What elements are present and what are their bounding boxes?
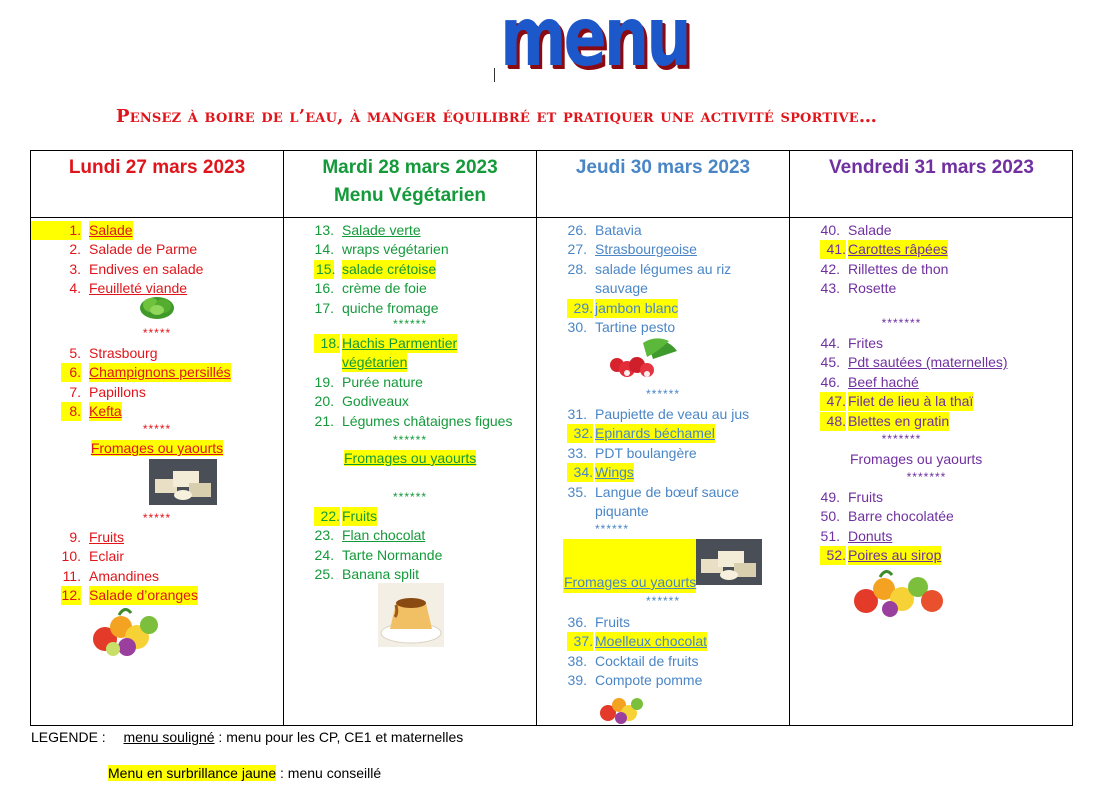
- menu-list-lundi-desserts: [31, 528, 283, 606]
- menu-item: 35. Langue de bœuf sauce: [567, 483, 739, 500]
- menu-item: 4. Feuilleté viande: [69, 280, 188, 297]
- menu-item: 6. Champignons persillés: [31, 363, 283, 382]
- menu-item: 36. Fruits: [567, 614, 630, 630]
- menu-item: 14. wraps végétarien: [314, 241, 449, 258]
- separator-stars: *****: [142, 422, 172, 436]
- menu-list-mardi-desserts: [284, 507, 536, 585]
- legend-label: LEGENDE :: [31, 729, 106, 745]
- legend-highlight-key: Menu en surbrillance jaune: [108, 765, 277, 781]
- menu-item: 42. Rillettes de thon: [820, 260, 949, 277]
- menu-item: végétarien: [342, 354, 408, 371]
- menu-item: 29. jambon blanc: [537, 299, 789, 318]
- cheese-option: Fromages ou yaourts: [344, 450, 477, 466]
- menu-item: 17. quiche fromage: [314, 299, 439, 316]
- separator-stars: *******: [881, 432, 922, 446]
- menu-item: 38. Cocktail de fruits: [567, 652, 699, 669]
- menu-list-lundi-mains: [31, 344, 283, 422]
- menu-item: 13. Salade verte: [314, 222, 421, 238]
- menu-item: 44. Frites: [820, 335, 883, 351]
- menu-item: 21. Légumes châtaignes figues: [314, 412, 513, 429]
- legend-highlight-desc: : menu conseillé: [276, 765, 382, 781]
- separator-stars: *******: [906, 470, 947, 484]
- separator-stars: *****: [142, 326, 172, 340]
- separator-stars: ******: [392, 317, 428, 331]
- menu-item: 8. Kefta: [31, 402, 283, 421]
- menu-item: 10. Eclair: [61, 548, 125, 565]
- separator-stars: ******: [392, 490, 428, 504]
- menu-item: 51. Donuts: [820, 527, 893, 544]
- menu-item: 41. Carottes râpées: [790, 240, 1073, 259]
- fruits-image: [852, 567, 948, 619]
- menu-item: 9. Fruits: [69, 529, 124, 545]
- separator-stars: *****: [142, 511, 172, 525]
- menu-item: 49. Fruits: [820, 489, 883, 505]
- menu-item: 16. crème de foie: [314, 280, 427, 297]
- menu-item: 23. Flan chocolat: [314, 527, 426, 544]
- menu-item: 26. Batavia: [567, 222, 642, 238]
- menu-list-mardi: [284, 221, 536, 318]
- menu-list-jeudi: [537, 221, 789, 337]
- menu-item: 33. PDT boulangère: [567, 444, 697, 461]
- day-title-mardi: Mardi 28 mars 2023: [322, 157, 498, 178]
- day-title-vendredi: Vendredi 31 mars 2023: [829, 157, 1034, 178]
- menu-item: 47. Filet de lieu à la thaï: [790, 392, 1073, 411]
- menu-item: 30. Tartine pesto: [567, 318, 676, 335]
- day-subtitle-mardi: Menu Végétarien: [333, 185, 487, 206]
- cheese-option: Fromages ou yaourts: [90, 440, 224, 456]
- menu-item: 27. Strasbourgeoise: [567, 241, 697, 258]
- menu-item: 46. Beef haché: [820, 373, 919, 390]
- menu-list-vendredi-desserts: [790, 488, 1073, 566]
- separator-stars: ******: [645, 387, 681, 401]
- menu-item: 45. Pdt sautées (maternelles): [820, 354, 1008, 371]
- separator-stars: *******: [881, 316, 922, 330]
- menu-list-vendredi: [790, 221, 1073, 299]
- legend-underline-key: menu souligné: [123, 729, 215, 745]
- menu-item: 11. Amandines: [62, 567, 160, 584]
- menu-item: 2. Salade de Parme: [69, 241, 198, 258]
- fruits-image: [599, 691, 643, 725]
- menu-list-lundi: [31, 221, 283, 299]
- column-vendredi: [790, 151, 1073, 725]
- menu-list-vendredi-mains: [790, 334, 1073, 431]
- cheese-image: [696, 539, 762, 585]
- text-cursor: [494, 68, 495, 82]
- cheese-option: Fromages ou yaourts: [564, 574, 697, 590]
- cheese-option: Fromages ou yaourts: [850, 451, 983, 467]
- lettuce-image: [139, 294, 175, 320]
- menu-item: 7. Papillons: [69, 383, 146, 400]
- separator-stars: ******: [595, 522, 630, 536]
- column-mardi: [284, 151, 537, 725]
- menu-item: piquante: [595, 502, 649, 519]
- menu-item: 34. Wings: [537, 463, 789, 482]
- separator-stars: ******: [645, 594, 681, 608]
- menu-item: 3. Endives en salade: [69, 260, 204, 277]
- fruits-image: [91, 603, 161, 659]
- menu-list-jeudi-mains: [537, 405, 789, 521]
- menu-list-mardi-mains: [284, 334, 536, 431]
- menu-item: 50. Barre chocolatée: [820, 508, 954, 525]
- menu-item: 52. Poires au sirop: [790, 546, 1073, 565]
- menu-item: 37. Moelleux chocolat: [537, 632, 789, 651]
- menu-item: 15. salade crétoise: [316, 260, 437, 277]
- menu-item: 18. Hachis Parmentier: [284, 334, 536, 353]
- day-title-jeudi: Jeudi 30 mars 2023: [575, 157, 751, 178]
- menu-item: 43. Rosette: [820, 280, 897, 297]
- flan-image: [378, 583, 444, 647]
- menu-logo-title: menu: [500, 0, 689, 85]
- menu-list-jeudi-desserts: [537, 613, 789, 691]
- legend-line-underline: [31, 729, 463, 745]
- menu-item: 48. Blettes en gratin: [790, 412, 1073, 431]
- menu-item: 25. Banana split: [314, 566, 420, 583]
- menu-item: 1. Salade: [31, 221, 283, 240]
- legend-line-highlight: [108, 765, 381, 781]
- day-title-lundi: Lundi 27 mars 2023: [68, 157, 246, 178]
- legend-underline-desc: : menu pour les CP, CE1 et maternelles: [214, 729, 464, 745]
- menu-item: 40. Salade: [820, 222, 892, 238]
- menu-item: 19. Purée nature: [314, 373, 423, 390]
- menu-item: 22. Fruits: [284, 507, 536, 526]
- column-lundi: [31, 151, 284, 725]
- menu-item: 12. Salade d’oranges: [61, 587, 198, 604]
- menu-item: 39. Compote pomme: [567, 672, 703, 689]
- separator-stars: ******: [392, 433, 428, 447]
- cheese-image: [149, 459, 217, 505]
- menu-item: 28. salade légumes au riz: [567, 260, 732, 277]
- slogan-banner: Pensez à boire de l’eau, à manger équilibré et pratiquer une activité sportive…: [116, 106, 878, 127]
- weekly-menu-table: [30, 150, 1073, 726]
- menu-item: 32. Epinards béchamel: [537, 424, 789, 443]
- menu-item: 5. Strasbourg: [69, 345, 158, 361]
- column-jeudi: [537, 151, 790, 725]
- menu-item: sauvage: [595, 280, 648, 297]
- menu-item: 24. Tarte Normande: [314, 546, 443, 563]
- menu-item: 20. Godiveaux: [314, 393, 409, 410]
- menu-item: 31. Paupiette de veau au jus: [567, 406, 750, 422]
- radish-image: [607, 337, 679, 383]
